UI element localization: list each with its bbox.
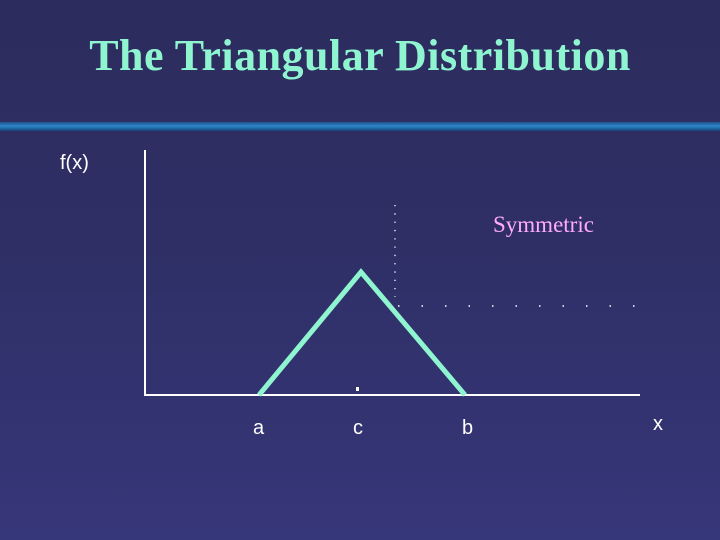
y-axis-label: f(x)	[60, 152, 89, 174]
x-axis-label: x	[653, 413, 663, 435]
point-label-c: c	[353, 417, 363, 439]
symmetric-label: Symmetric	[493, 212, 594, 237]
point-label-b: b	[462, 417, 474, 439]
triangle-density-curve	[259, 272, 465, 395]
slide-title: The Triangular Distribution	[89, 31, 631, 80]
mode-tick-mark	[356, 387, 359, 391]
point-label-a: a	[253, 417, 265, 439]
